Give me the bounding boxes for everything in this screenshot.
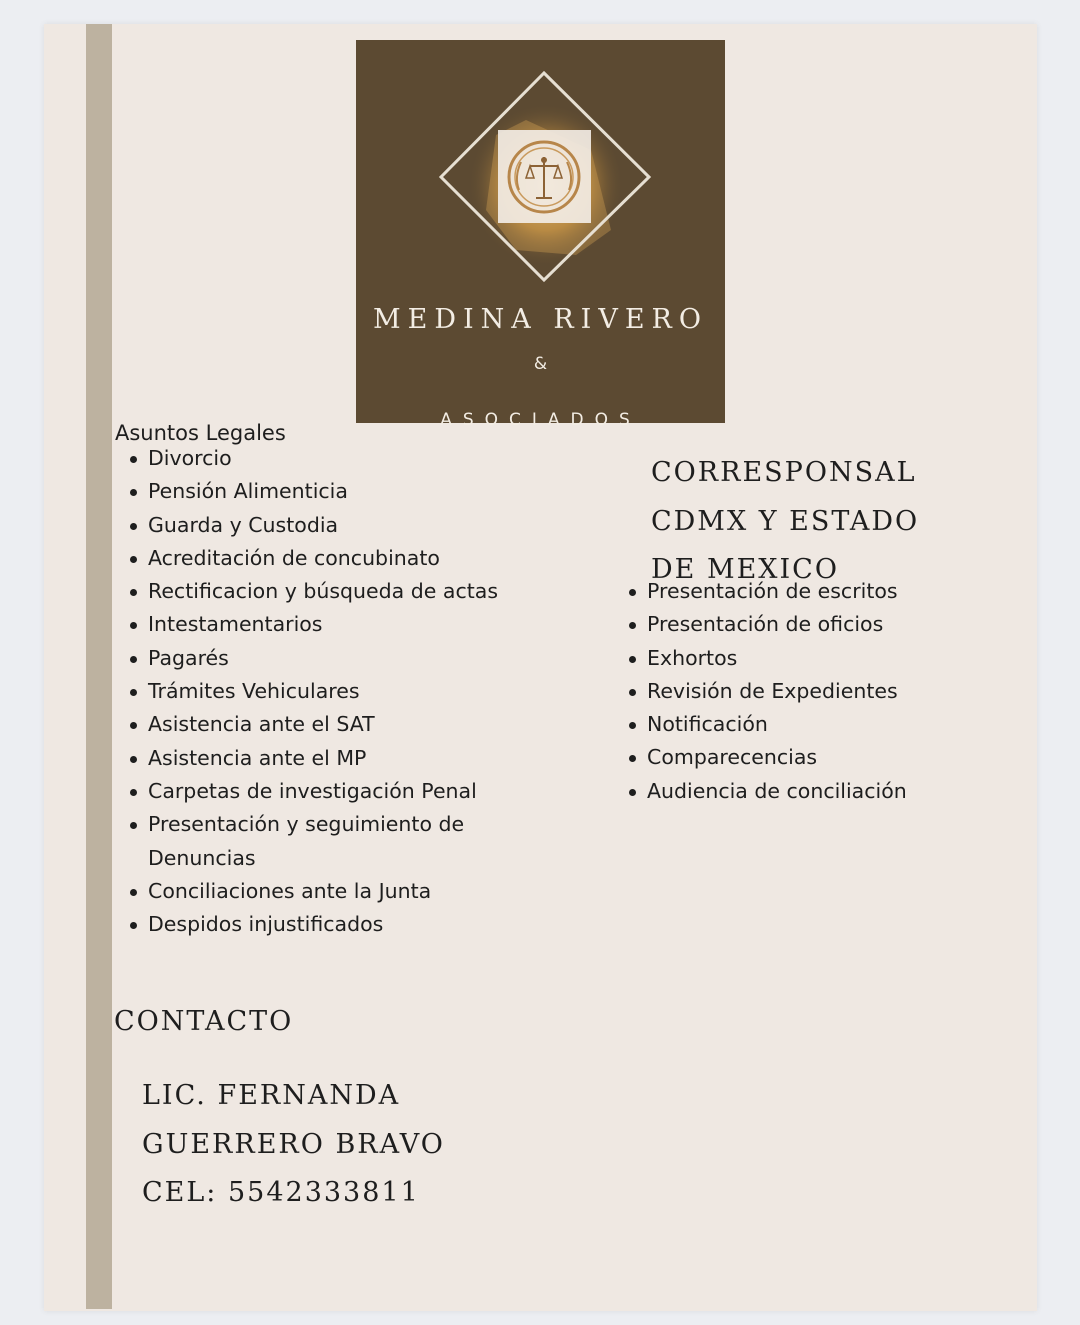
- list-item: Carpetas de investigación Penal: [130, 775, 530, 808]
- list-item: Revisión de Expedientes: [629, 675, 1009, 708]
- list-item: Presentación y seguimiento de Denuncias: [130, 808, 530, 875]
- contact-heading: CONTACTO: [114, 1006, 294, 1037]
- list-item: Comparecencias: [629, 741, 1009, 774]
- contact-name-line: LIC. FERNANDA: [142, 1080, 401, 1111]
- legal-matters-list: [130, 442, 530, 941]
- list-item: Asistencia ante el MP: [130, 742, 530, 775]
- list-item: Notificación: [629, 708, 1009, 741]
- list-item: Despidos injustificados: [130, 908, 530, 941]
- list-item: Intestamentarios: [130, 608, 530, 641]
- firm-ampersand: &: [533, 354, 548, 374]
- firm-name: MEDINA RIVERO: [372, 304, 709, 335]
- correspondent-heading-line: DE MEXICO: [651, 554, 839, 585]
- list-item: Asistencia ante el SAT: [130, 708, 530, 741]
- contact-name-line: GUERRERO BRAVO: [142, 1128, 445, 1160]
- list-item: Audiencia de conciliación: [629, 775, 1009, 808]
- list-item: Pagarés: [130, 642, 530, 675]
- list-item: Acreditación de concubinato: [130, 542, 530, 575]
- list-item: Conciliaciones ante la Junta: [130, 875, 530, 908]
- decorative-side-bar: [86, 24, 112, 1309]
- firm-subtitle: ASOCIADOS: [440, 410, 641, 430]
- correspondent-services-list: [629, 575, 1009, 808]
- list-item: Exhortos: [629, 642, 1009, 675]
- contact-details: [142, 1072, 445, 1218]
- list-item: Presentación de escritos: [629, 575, 1009, 608]
- list-item: Presentación de oficios: [629, 608, 1009, 641]
- firm-logo: [356, 40, 725, 430]
- list-item: Pensión Alimenticia: [130, 475, 530, 508]
- correspondent-heading-line: CORRESPONSAL: [651, 457, 917, 488]
- list-item: Rectificacion y búsqueda de actas: [130, 575, 530, 608]
- legal-matters-heading: Asuntos Legales: [115, 421, 286, 445]
- correspondent-heading: [651, 449, 919, 595]
- contact-phone: CEL: 5542333811: [142, 1177, 420, 1208]
- list-item: Guarda y Custodia: [130, 509, 530, 542]
- correspondent-heading-line: CDMX Y ESTADO: [651, 505, 920, 537]
- list-item: Divorcio: [130, 442, 530, 475]
- flyer-page: [44, 24, 1037, 1311]
- list-item: Trámites Vehiculares: [130, 675, 530, 708]
